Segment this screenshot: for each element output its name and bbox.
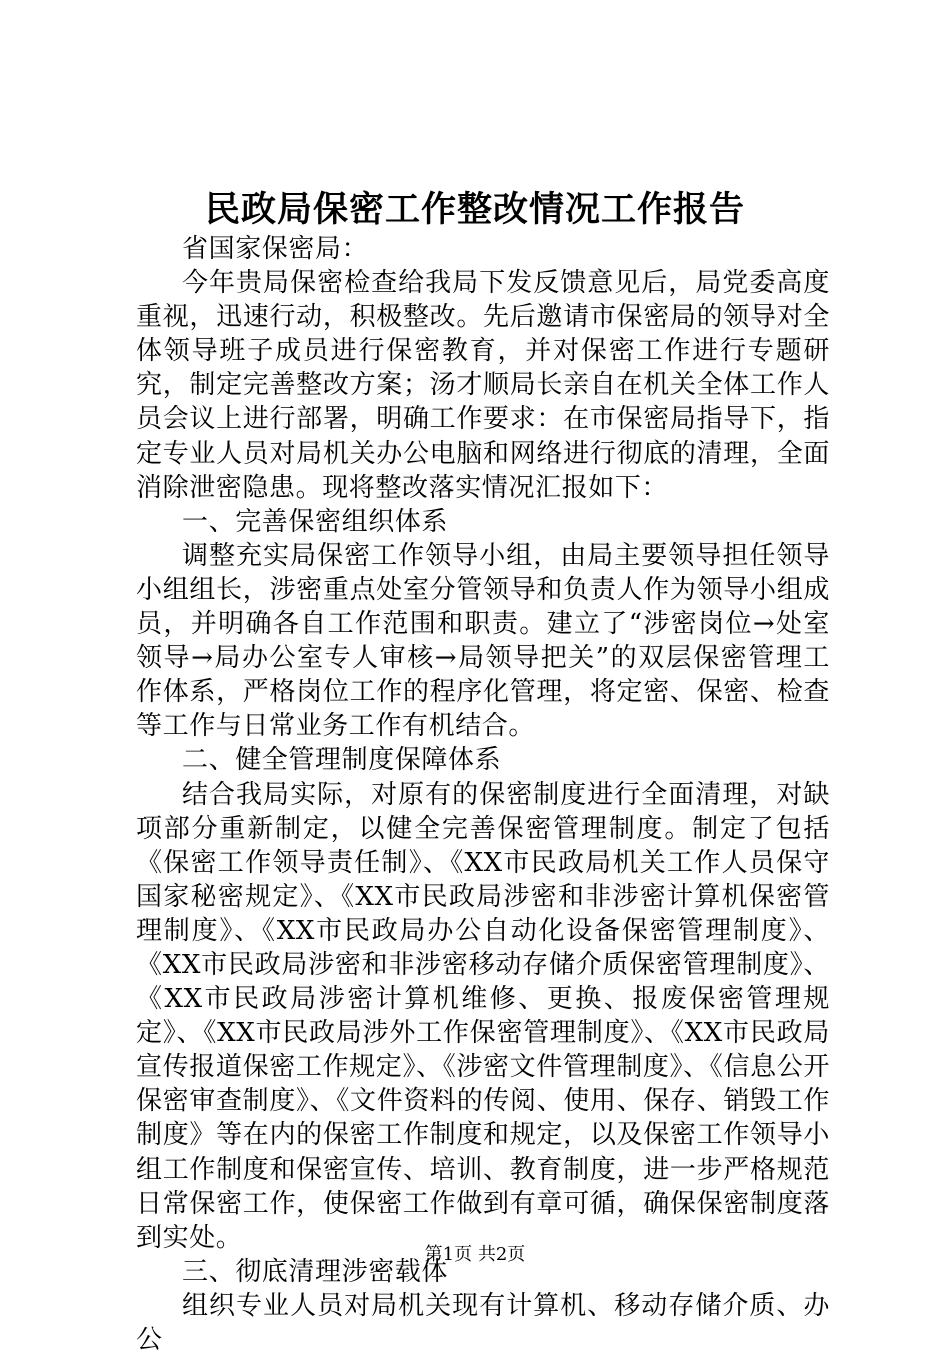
page-number-footer: 第1页 共2页 <box>424 1244 526 1265</box>
section-heading: 三、彻底清理涉密载体 <box>182 1256 449 1287</box>
section-heading: 二、健全管理制度保障体系 <box>182 745 502 776</box>
section-paragraph: 结合我局实际，对原有的保密制度进行全面清理，对缺项部分重新制定，以健全完善保密管理制度。制定了包括《保密工作领导责任制》、《XX市民政局机关工作人员保守国家秘密规定》、《XX市民政局涉密和非涉密计算机保密管理制度》、《XX市民政局办公自动化设备保密管理制度》、《XX市民政局涉密和非涉密移动存储介质保密管理制度》、《XX市民政局涉密计算机维修、更换、报废保密管理规定》、《XX市民政局涉外工作保密管理制度》、《XX市民政局宣传报道保密工作规定》、《涉密文件管理制度》、《信息公开保密审查制度》、《文件资料的传阅、使用、保存、销毁工作制度》等在内的保密工作制度和规定，以及保密工作领导小组工作制度和保密宣传、培训、教育制度，进一步严格规范日常保密工作，使保密工作做到有章可循，确保保密制度落到实处。 <box>136 779 830 1253</box>
document-title: 民政局保密工作整改情况工作报告 <box>204 189 745 230</box>
section-paragraph: 调整充实局保密工作领导小组，由局主要领导担任领导小组组长，涉密重点处室分管领导和负责人作为领导小组成员，并明确各自工作范围和职责。建立了“涉密岗位→处室领导→局办公室专人审核→局领导把关”的双层保密管理工作体系，严格岗位工作的程序化管理，将定密、保密、检查等工作与日常业务工作有机结合。 <box>136 540 830 742</box>
document-body <box>136 232 830 1357</box>
salutation: 省国家保密局： <box>182 234 369 264</box>
section-heading: 一、完善保密组织体系 <box>182 506 449 537</box>
intro-paragraph: 今年贵局保密检查给我局下发反馈意见后，局党委高度重视，迅速行动，积极整改。先后邀请市保密局的领导对全体领导班子成员进行保密教育，并对保密工作进行专题研究，制定完善整改方案；汤才顺局长亲自在机关全体工作人员会议上进行部署，明确工作要求：在市保密局指导下，指定专业人员对局机关办公电脑和网络进行彻底的清理，全面消除泄密隐患。现将整改落实情况汇报如下： <box>136 268 830 503</box>
section-paragraph: 组织专业人员对局机关现有计算机、移动存储介质、办公 <box>136 1290 830 1355</box>
